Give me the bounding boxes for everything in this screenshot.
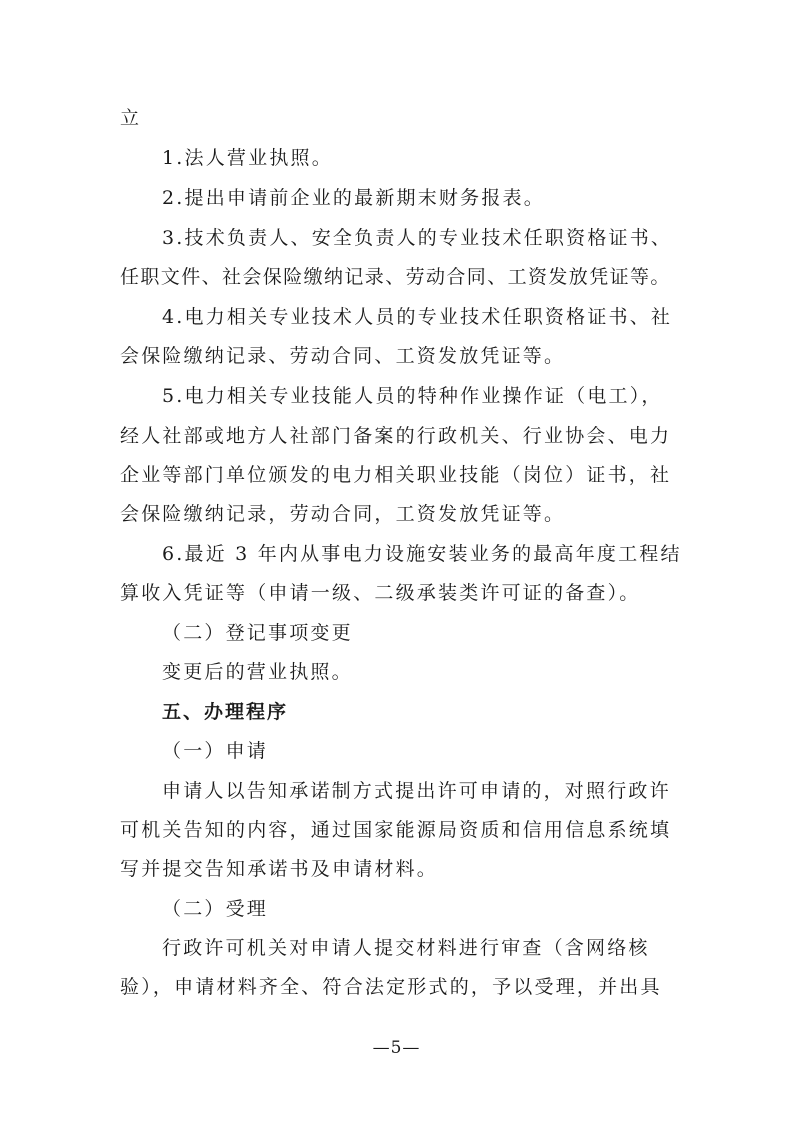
page-number: —5—: [372, 1038, 421, 1058]
list-item: 3.技术负责人、安全负责人的专业技术任职资格证书、: [162, 227, 673, 249]
section-subheading: （二）受理: [162, 898, 269, 920]
list-item: 4.电力相关专业技术人员的专业技术任职资格证书、社: [162, 306, 673, 328]
text-line: 变更后的营业执照。: [162, 661, 353, 683]
section-subheading: （一）申请: [162, 740, 269, 762]
text-line: 算收入凭证等（申请一级、二级承装类许可证的备查）。: [120, 582, 641, 604]
text-line: 会保险缴纳记录、劳动合同、工资发放凭证等。: [120, 345, 566, 367]
list-item: 5.电力相关专业技能人员的特种作业操作证（电工），: [162, 385, 663, 407]
text-line: 行政许可机关对申请人提交材料进行审查（含网络核: [162, 937, 650, 959]
text-line: 写并提交告知承诺书及申请材料。: [120, 858, 439, 880]
list-item: 2.提出申请前企业的最新期末财务报表。: [162, 187, 545, 209]
section-heading: 五、办理程序: [162, 701, 289, 723]
text-line: 申请人以告知承诺制方式提出许可申请的，对照行政许: [162, 780, 671, 802]
text-line: 验），申请材料齐全、符合法定形式的，予以受理，并出具: [120, 976, 662, 998]
list-item: 6.最近 3 年内从事电力设施安装业务的最高年度工程结: [162, 543, 682, 565]
section-subheading: （二）登记事项变更: [162, 622, 353, 644]
text-line: 可机关告知的内容，通过国家能源局资质和信用信息系统填: [120, 819, 672, 841]
text-line: 立: [120, 107, 142, 129]
text-line: 任职文件、社会保险缴纳记录、劳动合同、工资发放凭证等。: [120, 266, 671, 288]
text-line: 经人社部或地方人社部门备案的行政机关、行业协会、电力: [120, 425, 672, 447]
text-line: 企业等部门单位颁发的电力相关职业技能（岗位）证书，社: [120, 464, 672, 486]
text-line: 会保险缴纳记录，劳动合同，工资发放凭证等。: [120, 503, 566, 525]
list-item: 1.法人营业执照。: [162, 147, 333, 169]
